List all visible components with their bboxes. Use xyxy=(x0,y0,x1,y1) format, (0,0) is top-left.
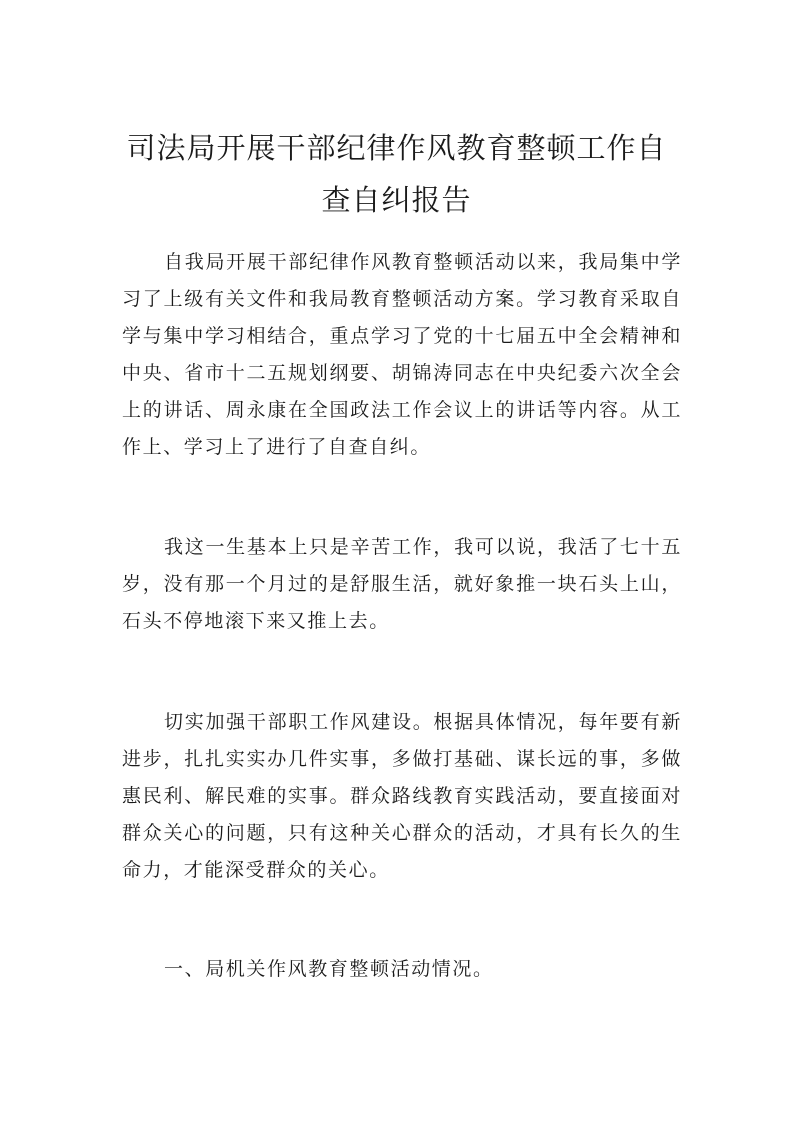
section-heading-1: 一、局机关作风教育整顿活动情况。 xyxy=(164,958,494,980)
document-title: 司法局开展干部纪律作风教育整顿工作自查自纠报告 xyxy=(126,131,667,217)
body-paragraph-3: 切实加强干部职工作风建设。根据具体情况，每年要有新进步，扎扎实实办几件实事，多做打基础、谋长远的事，多做惠民利、解民难的实事。群众路线教育实践活动，要直接面对群众关心的问题，只有这种关心群众的活动，才具有长久的生命力，才能深受群众的关心。 xyxy=(122,711,682,881)
body-paragraph-2: 我这一生基本上只是辛苦工作，我可以说，我活了七十五岁，没有那一个月过的是舒服生活，就好象推一块石头上山，石头不停地滚下来又推上去。 xyxy=(122,536,682,632)
body-paragraph-1: 自我局开展干部纪律作风教育整顿活动以来，我局集中学习了上级有关文件和我局教育整顿活动方案。学习教育采取自学与集中学习相结合，重点学习了党的十七届五中全会精神和中央、省市十二五规划纲要、胡锦涛同志在中央纪委六次全会上的讲话、周永康在全国政法工作会议上的讲话等内容。从工作上、学习上了进行了自查自纠。 xyxy=(122,251,682,458)
